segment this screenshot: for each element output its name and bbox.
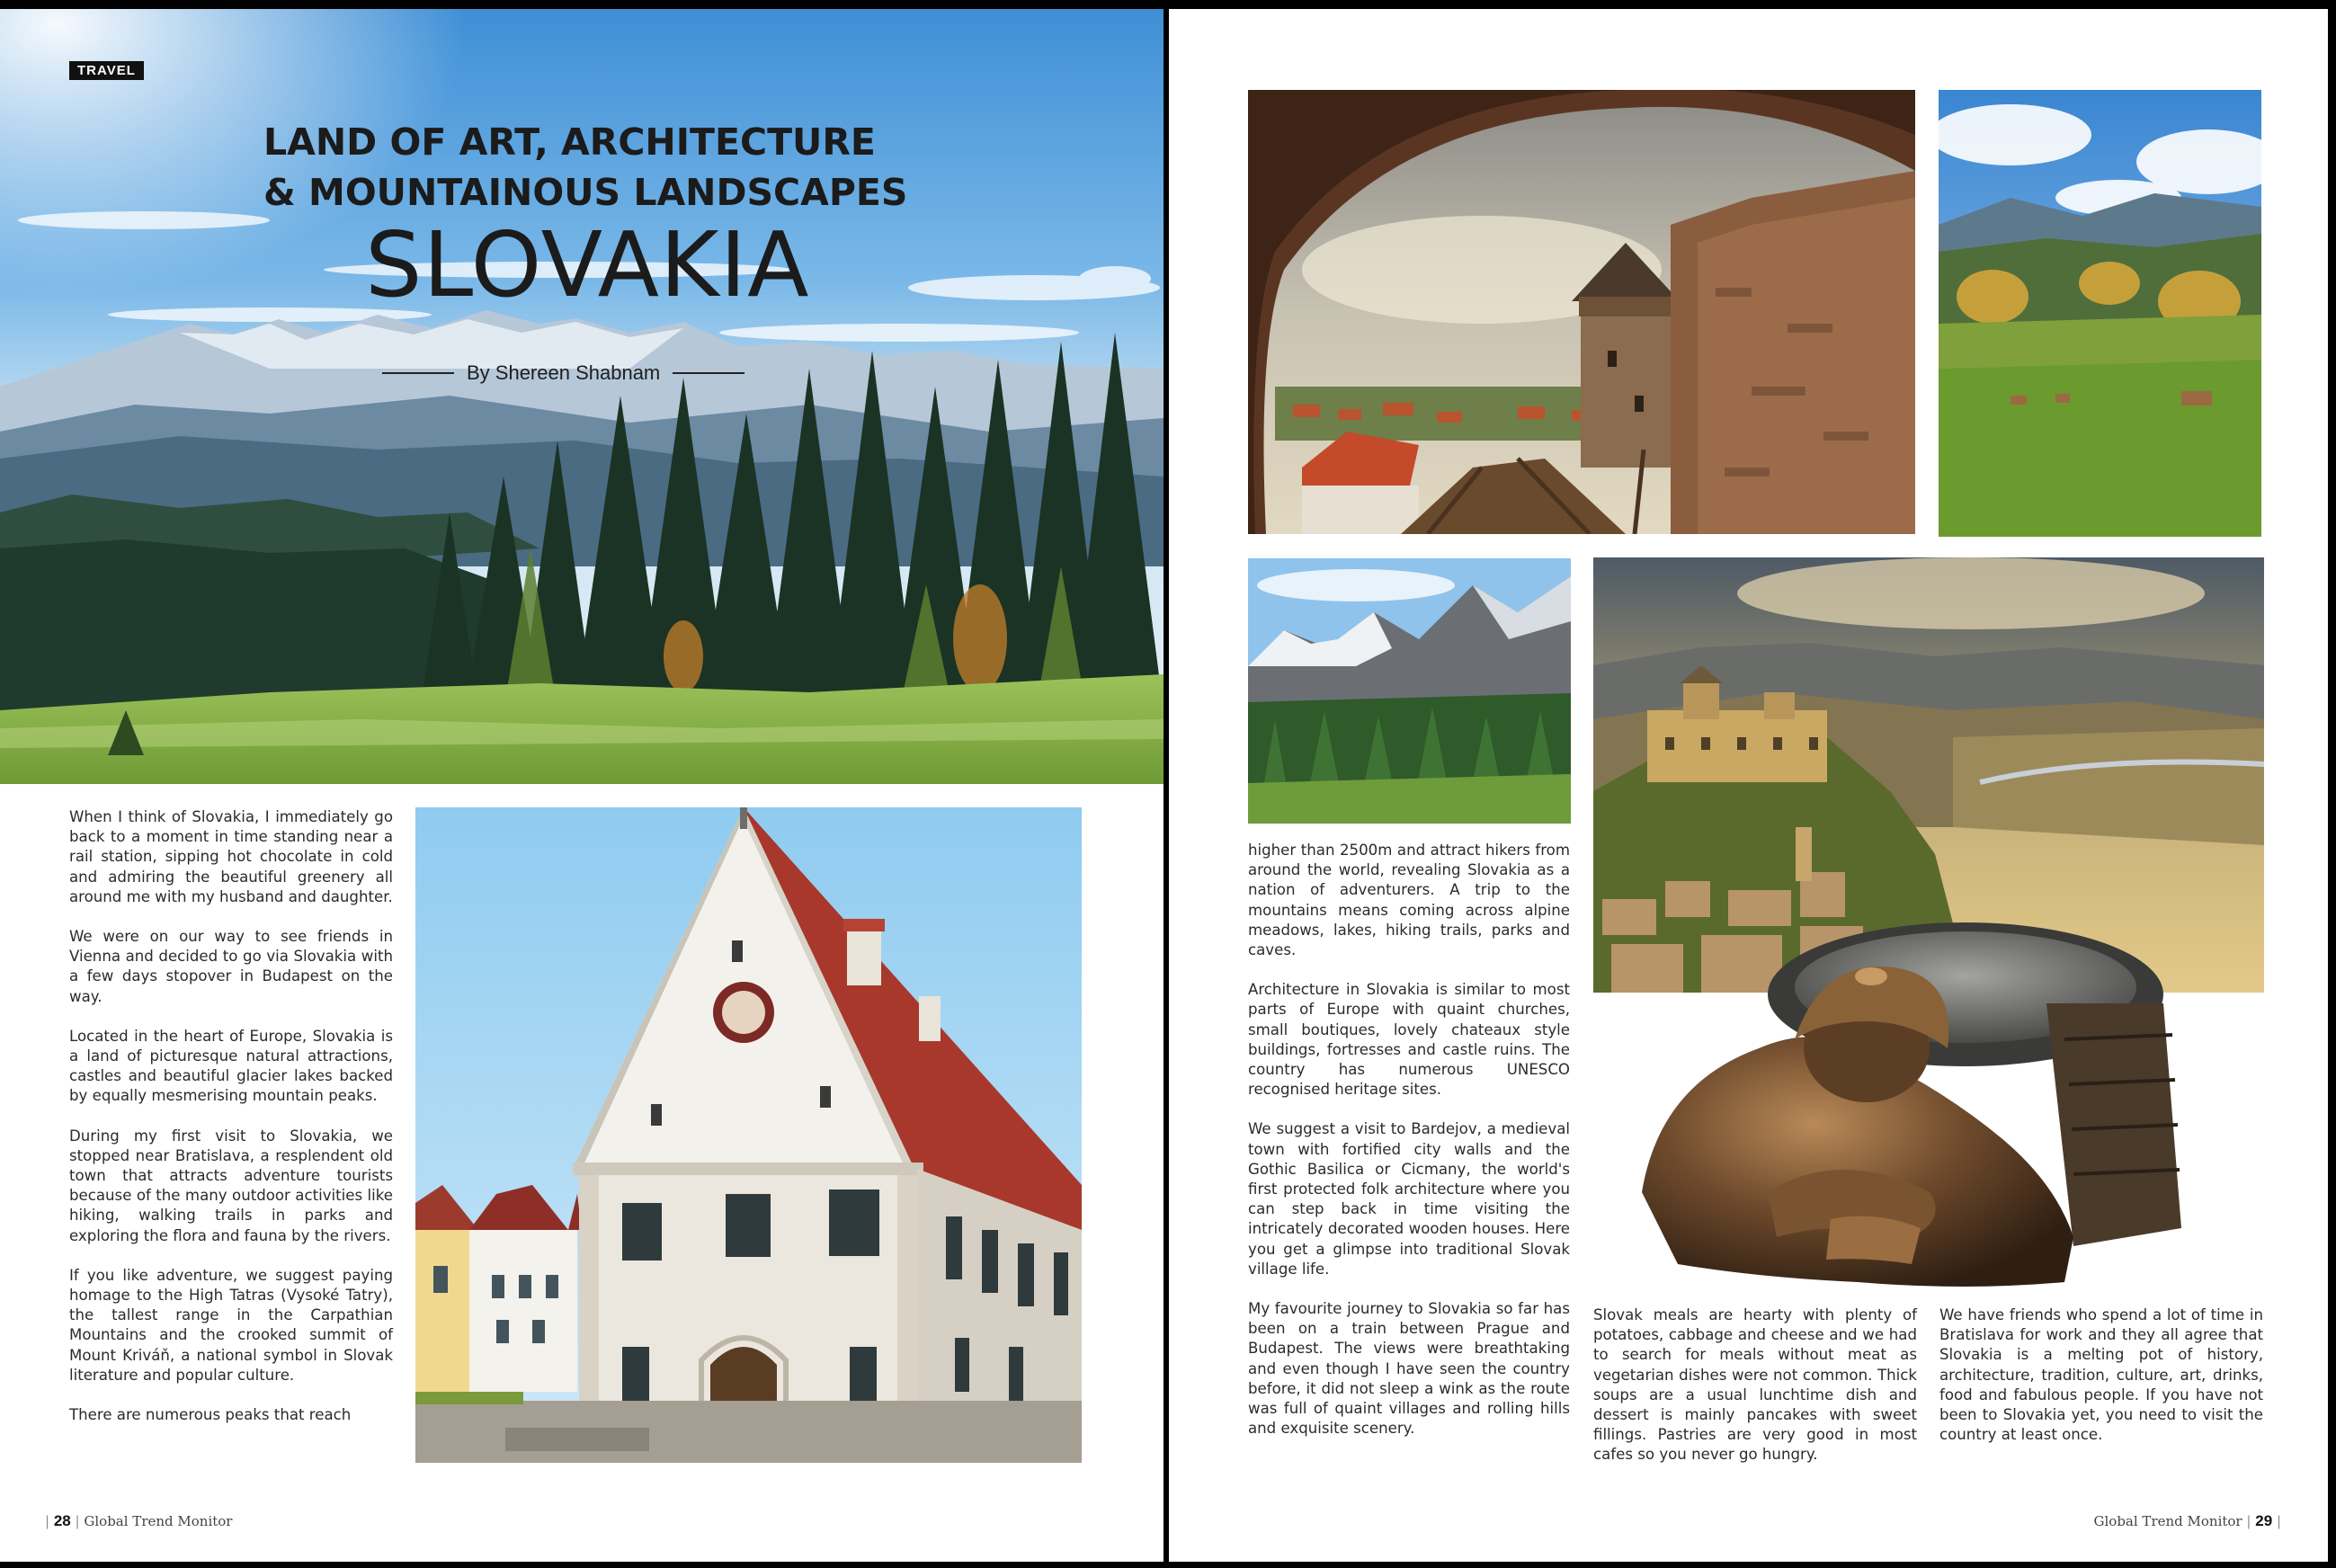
- left-folio: | 28 | Global Trend Monitor: [45, 1512, 233, 1529]
- country-title: SLOVAKIA: [365, 212, 810, 317]
- paragraph: When I think of Slovakia, I immediately go back to a moment in time standing near a rail station, sipping hot chocolate in cold and admiring the beautiful greenery all around me with my husband and daughter.: [69, 808, 393, 905]
- byline-rule-left: [382, 372, 454, 374]
- headline-line-2: & MOUNTAINOUS LANDSCAPES: [263, 171, 908, 214]
- paragraph: During my first visit to Slovakia, we stopped near Bratislava, a resplendent old town that attracts adventure tourists because of the many outdoor activities like hiking, walking trails in parks and exploring the flora and fauna by the rivers.: [69, 1127, 393, 1244]
- bronze-statue-cutout: [1624, 922, 2253, 1309]
- paragraph: Located in the heart of Europe, Slovakia is a land of picturesque natural attractions, castles and beautiful glacier lakes backed by equally mesmerising mountain peaks.: [69, 1027, 393, 1105]
- right-folio: Global Trend Monitor | 29 |: [2093, 1512, 2281, 1529]
- headline-line-1: LAND OF ART, ARCHITECTURE: [263, 120, 876, 164]
- paragraph: We have friends who spend a lot of time in Bratislava for work and they all agree that Slovakia is a melting pot of history, architecture, tradition, culture, art, drinks, food and fabulous people. If you have not been to Slovakia yet, you need to visit the country at least once.: [1939, 1306, 2263, 1444]
- left-page: [0, 9, 1164, 1562]
- right-text-column-1: [1248, 841, 1570, 1458]
- tatras-mountains-photo: [1248, 558, 1571, 824]
- paragraph: If you like adventure, we suggest paying homage to the High Tatras (Vysoké Tatry), the tallest range in the Carpathian Mountains and the crooked summit of Mount Kriváň, a national symbol in Slovak literature and popular culture.: [69, 1266, 393, 1384]
- publication-name-right: Global Trend Monitor: [2093, 1513, 2242, 1529]
- paragraph: higher than 2500m and attract hikers from around the world, revealing Slovakia as a nation of adventurers. A trip to the mountains means coming across alpine meadows, lakes, hiking trails, parks and caves.: [1248, 842, 1570, 959]
- publication-name-left: Global Trend Monitor: [84, 1513, 233, 1529]
- byline-rule-right: [673, 372, 744, 374]
- paragraph: Architecture in Slovakia is similar to most parts of Europe with quaint churches, small boutiques, lovely chateaux style buildings, fortresses and castle ruins. The country has numerous UNESCO recognised heritage sites.: [1248, 981, 1570, 1099]
- town-hall-photo: [415, 807, 1082, 1463]
- page-number-left: 28: [53, 1512, 71, 1529]
- paragraph: We suggest a visit to Bardejov, a medieval town with fortified city walls and the Gothic Basilica or Cicmany, the world's first protected folk architecture where you can step back in time visiting the intricately decorated wooden houses. Here you get a glimpse into traditional Slovak village life.: [1248, 1120, 1570, 1278]
- page-number-right: 29: [2255, 1512, 2273, 1529]
- meadow-cows-photo: [1939, 90, 2261, 537]
- paragraph: Slovak meals are hearty with plenty of potatoes, cabbage and cheese and we had to search for meals without meat as vegetarian dishes were not common. Thick soups are a usual lunchtime dish and dessert is mainly pancakes with sweet fillings. Pastries are very good in most cafes so you never go hungry.: [1593, 1306, 1917, 1464]
- paragraph: We were on our way to see friends in Vienna and decided to go via Slovakia with a few days stopover in Budapest on the way.: [69, 928, 393, 1005]
- byline: [382, 361, 744, 385]
- byline-text: By Shereen Shabnam: [467, 361, 661, 384]
- castle-arch-photo: [1248, 90, 1915, 534]
- hero-landscape-photo: [0, 9, 1164, 784]
- right-text-column-2: [1593, 1305, 1917, 1485]
- paragraph: There are numerous peaks that reach: [69, 1406, 352, 1424]
- left-text-column: [69, 807, 393, 1445]
- right-text-column-3: [1939, 1305, 2263, 1465]
- right-page: [1169, 9, 2328, 1562]
- section-tag: TRAVEL: [69, 61, 144, 80]
- headline: [263, 117, 907, 218]
- paragraph: My favourite journey to Slovakia so far has been on a train between Prague and Budapest. The views were breathtaking and even though I have seen the country before, it did not sleep a wink as the route was full of quaint villages and rolling hills and exquisite scenery.: [1248, 1300, 1570, 1438]
